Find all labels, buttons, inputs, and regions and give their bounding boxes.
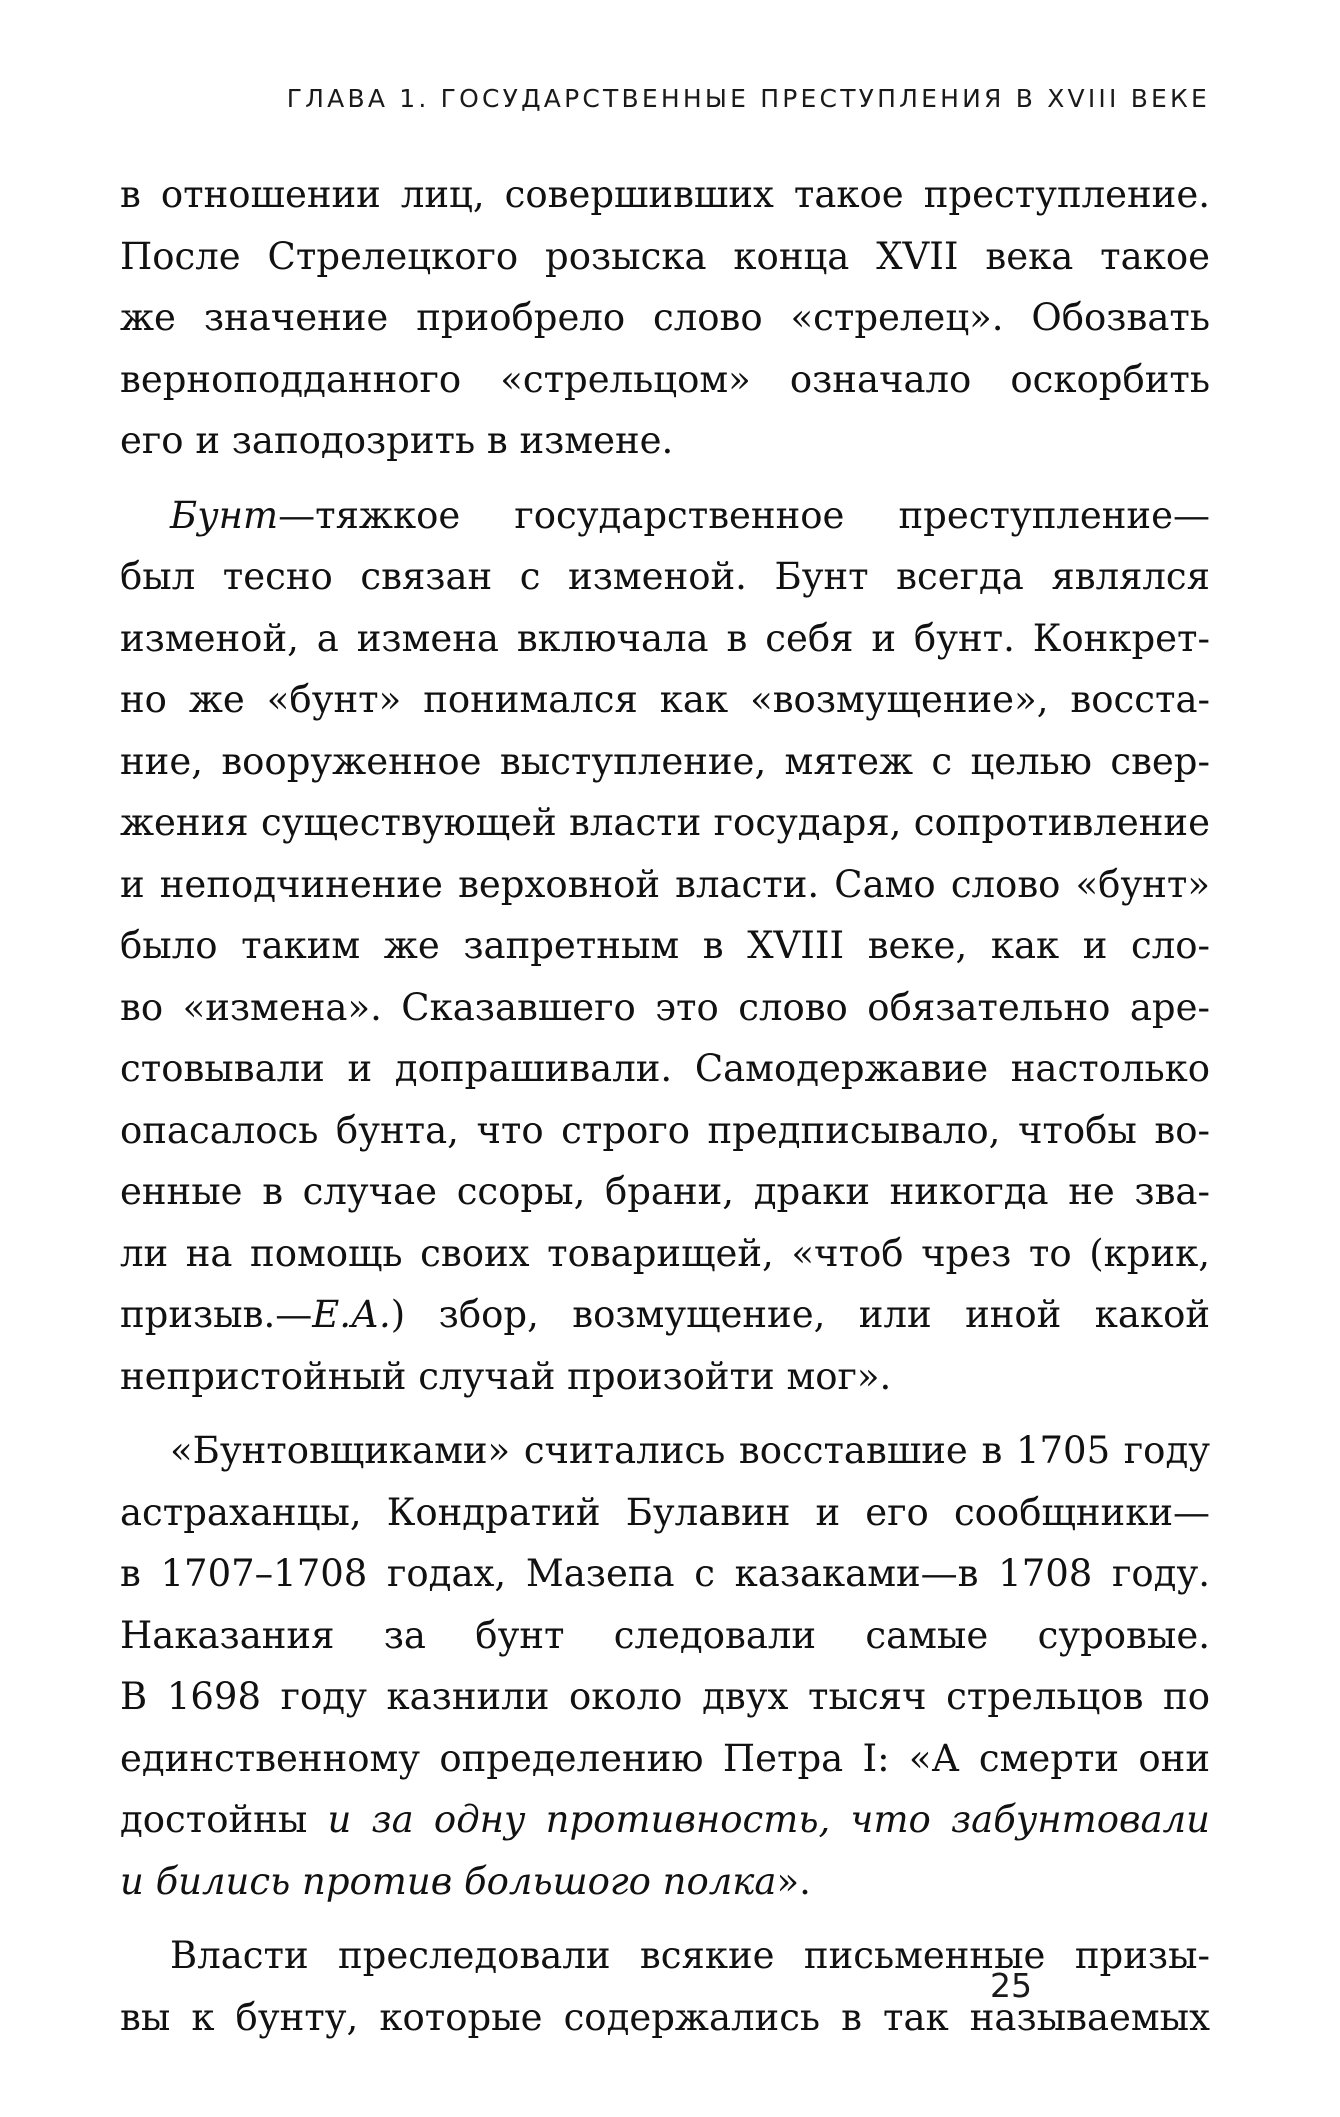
paragraph-1: [120, 164, 1210, 472]
text-line: было таким же запретным в XVIII веке, как и сло-: [120, 924, 1210, 967]
text-fragment: достойны: [120, 1798, 328, 1841]
paragraph-4: [120, 1925, 1210, 2048]
text-line: [120, 1789, 1210, 1851]
text-line: ли на помощь своих товарищей, «чтоб чрез то (крик,: [120, 1231, 1210, 1275]
text-line: «Бунтовщиками» считались восставшие в 1705 году: [170, 1429, 1210, 1472]
text-line: [120, 485, 1210, 547]
text-line: его и заподозрить в измене.: [120, 419, 674, 462]
running-head: ГЛАВА 1. ГОСУДАРСТВЕННЫЕ ПРЕСТУПЛЕНИЯ В XVIII ВЕКЕ: [286, 84, 1210, 113]
text-line: изменой, а измена включала в себя и бунт. Конкрет-: [120, 616, 1210, 660]
page-number: 25: [990, 1966, 1032, 2005]
italic-term: Бунт: [170, 493, 279, 537]
text-line: единственному определению Петра I: «А смерти они: [120, 1736, 1210, 1780]
text-line: [120, 1851, 1210, 1913]
text-line: В 1698 году казнили около двух тысяч стрельцов по: [120, 1675, 1210, 1718]
text-fragment: ) збор, возмущение, или иной какой: [390, 1293, 1210, 1336]
text-fragment: ».: [776, 1859, 811, 1903]
text-line: опасалось бунта, что строго предписывало, чтобы во-: [120, 1108, 1210, 1152]
paragraph-2: [120, 485, 1210, 1408]
text-line: но же «бунт» понимался как «возмущение», восста-: [120, 678, 1210, 721]
text-line: же значение приобрело слово «стрелец». Обозвать: [120, 296, 1210, 339]
text-line: и неподчинение верховной власти. Само слово «бунт»: [120, 862, 1210, 906]
text-line: Власти преследовали всякие письменные призы-: [170, 1934, 1210, 1977]
text-line: астраханцы, Кондратий Булавин и его сообщники—: [120, 1490, 1210, 1534]
text-line: непристойный случай произойти мог».: [120, 1354, 892, 1398]
text-line: жения существующей власти государя, сопротивление: [120, 801, 1210, 844]
text-line: ние, вооруженное выступление, мятеж с целью свер-: [120, 739, 1210, 783]
text-line: енные в случае ссоры, брани, драки никогда не зва-: [120, 1170, 1210, 1213]
text-line: [120, 1284, 1210, 1346]
italic-quote: и за одну противность, что забунтовали: [327, 1798, 1210, 1841]
text-line: верноподданного «стрельцом» означало оскорбить: [120, 357, 1210, 401]
paragraph-3: [120, 1420, 1210, 1912]
text-line: стовывали и допрашивали. Самодержавие настолько: [120, 1047, 1210, 1090]
text-line: был тесно связан с изменой. Бунт всегда являлся: [120, 555, 1210, 598]
text-fragment: призыв.—: [120, 1293, 313, 1336]
text-line: в 1707–1708 годах, Мазепа с казаками—в 1708 году.: [120, 1552, 1210, 1595]
text-line: в отношении лиц, совершивших такое преступление.: [120, 173, 1210, 216]
body-text: [120, 164, 1210, 2061]
text-fragment: —тяжкое государственное преступление—: [278, 493, 1210, 537]
text-line: во «измена». Сказавшего это слово обязательно аре-: [120, 985, 1210, 1029]
text-line: вы к бунту, которые содержались в так называемых: [120, 1995, 1210, 2039]
author-initials: Е.А.: [312, 1293, 391, 1336]
text-line: Наказания за бунт следовали самые суровые.: [120, 1613, 1210, 1657]
text-line: После Стрелецкого розыска конца XVII века такое: [120, 234, 1210, 278]
italic-quote: и бились против большого полка: [120, 1859, 777, 1903]
